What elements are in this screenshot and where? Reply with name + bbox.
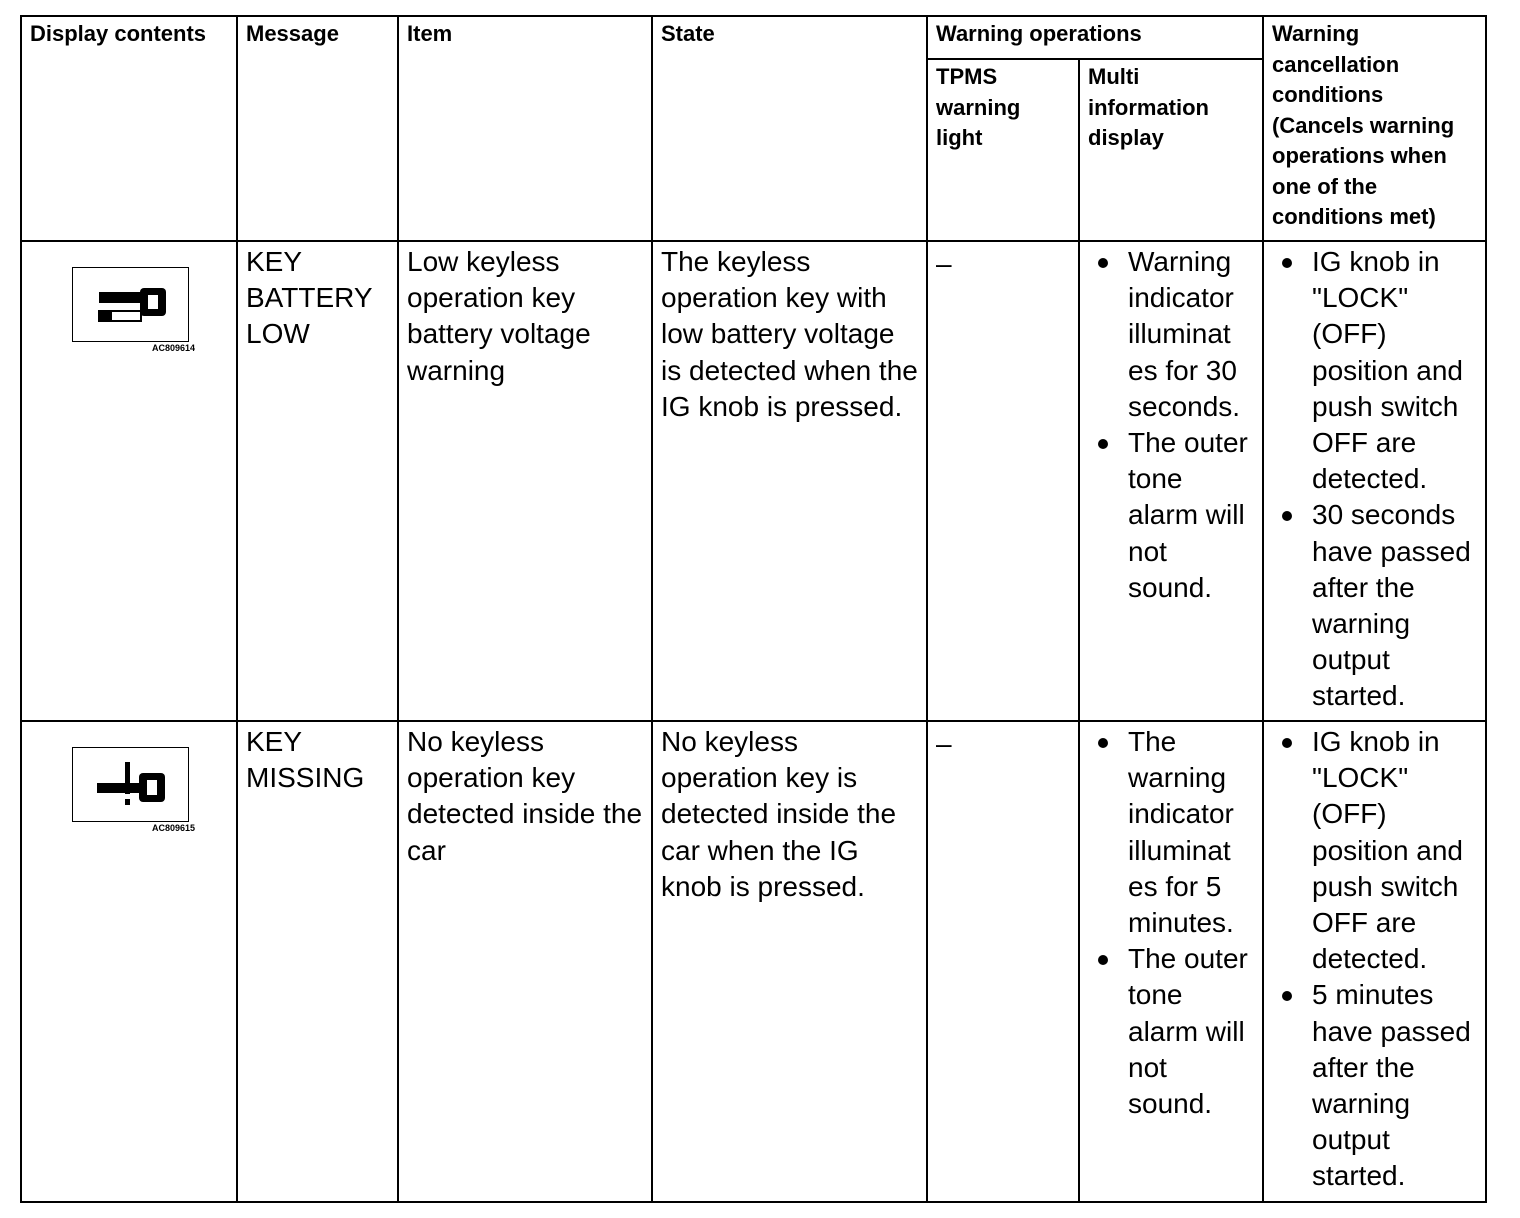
- header-warning-cancellation: Warning cancellation conditions (Cancels warning operations when one of the conditions met): [1263, 16, 1486, 241]
- warning-table: [20, 15, 1487, 1203]
- item-cell: Low keyless operation key battery voltage warning: [398, 241, 652, 721]
- table-row: [21, 721, 1486, 1202]
- list-item: The outer tone alarm will not sound.: [1088, 425, 1254, 606]
- table-row: [21, 241, 1486, 721]
- list-item: 30 seconds have passed after the warning output started.: [1272, 497, 1477, 714]
- tpms-cell: –: [927, 721, 1079, 1202]
- icon-code: AC809615: [152, 823, 196, 833]
- header-warning-operations: Warning operations: [927, 16, 1263, 59]
- display-contents-cell: [21, 721, 237, 1202]
- header-message: Message: [237, 16, 398, 241]
- header-multi-information-display: Multi information display: [1079, 59, 1263, 241]
- icon-code: AC809614: [152, 343, 196, 353]
- list-item: Warning indicator illuminat es for 30 seconds.: [1088, 244, 1254, 425]
- list-item: IG knob in "LOCK" (OFF) position and push switch OFF are detected.: [1272, 244, 1477, 497]
- key-battery-low-icon: [72, 267, 189, 342]
- multi-info-cell: [1079, 241, 1263, 721]
- cancel-conditions-cell: [1263, 241, 1486, 721]
- multi-info-cell: [1079, 721, 1263, 1202]
- header-tpms-warning-light: TPMS warning light: [927, 59, 1079, 241]
- display-contents-cell: [21, 241, 237, 721]
- list-item: IG knob in "LOCK" (OFF) position and push switch OFF are detected.: [1272, 724, 1477, 977]
- header-display-contents: Display contents: [21, 16, 237, 241]
- list-item: The warning indicator illuminat es for 5 minutes.: [1088, 724, 1254, 941]
- list-item: 5 minutes have passed after the warning output started.: [1272, 977, 1477, 1194]
- key-missing-icon: [72, 747, 189, 822]
- list-item: The outer tone alarm will not sound.: [1088, 941, 1254, 1122]
- message-cell: KEY MISSING: [237, 721, 398, 1202]
- header-item: Item: [398, 16, 652, 241]
- state-cell: No keyless operation key is detected inside the car when the IG knob is pressed.: [652, 721, 927, 1202]
- state-cell: The keyless operation key with low battery voltage is detected when the IG knob is pressed.: [652, 241, 927, 721]
- message-cell: KEY BATTERY LOW: [237, 241, 398, 721]
- tpms-cell: –: [927, 241, 1079, 721]
- cancel-conditions-cell: [1263, 721, 1486, 1202]
- header-state: State: [652, 16, 927, 241]
- item-cell: No keyless operation key detected inside the car: [398, 721, 652, 1202]
